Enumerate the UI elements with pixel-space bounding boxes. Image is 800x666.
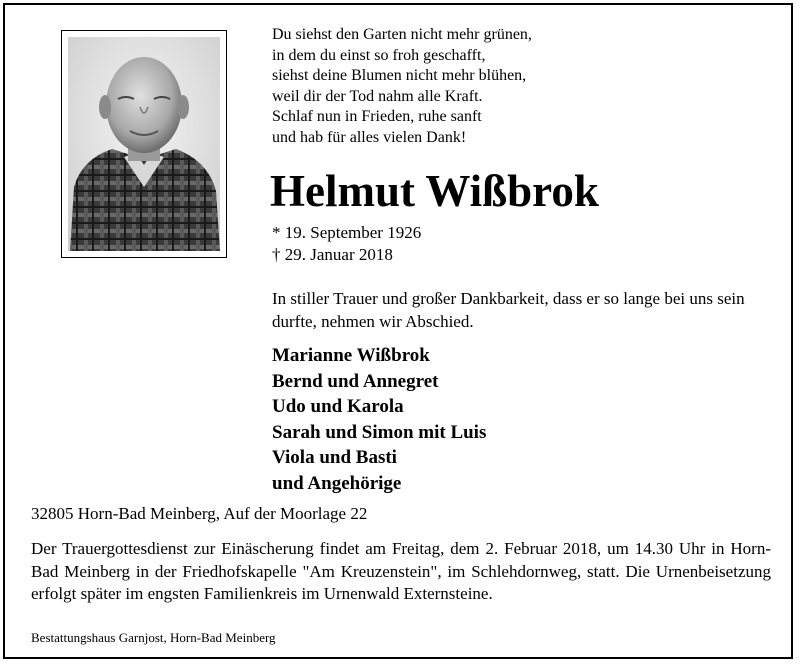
life-dates xyxy=(272,222,421,266)
poem-line: und hab für alles vielen Dank! xyxy=(272,128,467,146)
mourner: Marianne Wißbrok xyxy=(272,345,430,366)
portrait-image xyxy=(68,37,220,251)
farewell-text: In stiller Trauer und großer Dankbarkeit, dass er so lange bei uns sein durfte, nehmen wir Abschied. xyxy=(272,289,745,331)
poem-line: Schlaf nun in Frieden, ruhe sanft xyxy=(272,108,482,126)
funeral-home: Bestattungshaus Garnjost, Horn-Bad Meinberg xyxy=(31,630,276,645)
mourner: Viola und Basti xyxy=(272,447,397,469)
family-address: 32805 Horn-Bad Meinberg, Auf der Moorlage 22 xyxy=(31,504,368,523)
mourner: und Angehörige xyxy=(272,472,402,494)
mourners-list xyxy=(272,343,486,497)
service-notice: Der Trauergottesdienst zur Einäscherung findet am Freitag, dem 2. Februar 2018, um 14.30 Uhr in Horn-Bad Meinberg in der Friedhofskapelle "Am Kreuzenstein", im Schlehdornweg, statt. Die Urnenbeisetzung erfolgt später im engsten Familienkreis im Urnenwald Externsteine. xyxy=(31,539,771,604)
mourner: Udo und Karola xyxy=(272,396,404,418)
poem-line: siehst deine Blumen nicht mehr blühen, xyxy=(272,67,527,85)
mourner: Sarah und Simon mit Luis xyxy=(272,421,487,443)
deceased-name: Helmut Wißbrok xyxy=(270,166,599,216)
death-date: † 29. Januar 2018 xyxy=(272,245,393,264)
portrait-photo xyxy=(61,30,227,258)
mourner: Bernd und Annegret xyxy=(272,370,439,392)
poem-line: Du siehst den Garten nicht mehr grünen, xyxy=(272,26,532,43)
poem xyxy=(272,25,532,149)
poem-line: weil dir der Tod nahm alle Kraft. xyxy=(272,87,483,105)
birth-date: * 19. September 1926 xyxy=(272,223,422,242)
poem-line: in dem du einst so froh geschafft, xyxy=(272,46,486,64)
